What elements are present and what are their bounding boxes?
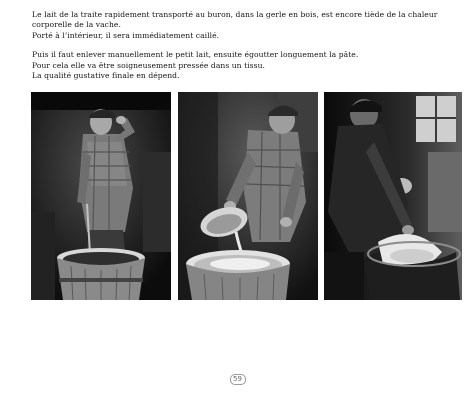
body-text [32,10,452,81]
photo-man-pouring [178,92,318,300]
photo-man-at-vat [31,92,171,300]
photo-man-leaning [324,92,462,300]
text-line: La qualité gustative finale en dépend. [32,71,180,81]
text-line: Puis il faut enlever manuellement le petit lait, ensuite égoutter longuement la pâte. [32,50,359,60]
text-line: Pour cela elle va être soigneusement pressée dans un tissu. [32,60,265,70]
page-number [0,374,475,385]
page-number-value: 59 [230,374,246,385]
text-line: Le lait de la traite rapidement transporté au buron, dans la gerle en bois, est encore tiède de la chaleur corporelle de la vache. [32,10,438,30]
text-line: Porté à l’intérieur, il sera immédiatement caillé. [32,30,220,40]
